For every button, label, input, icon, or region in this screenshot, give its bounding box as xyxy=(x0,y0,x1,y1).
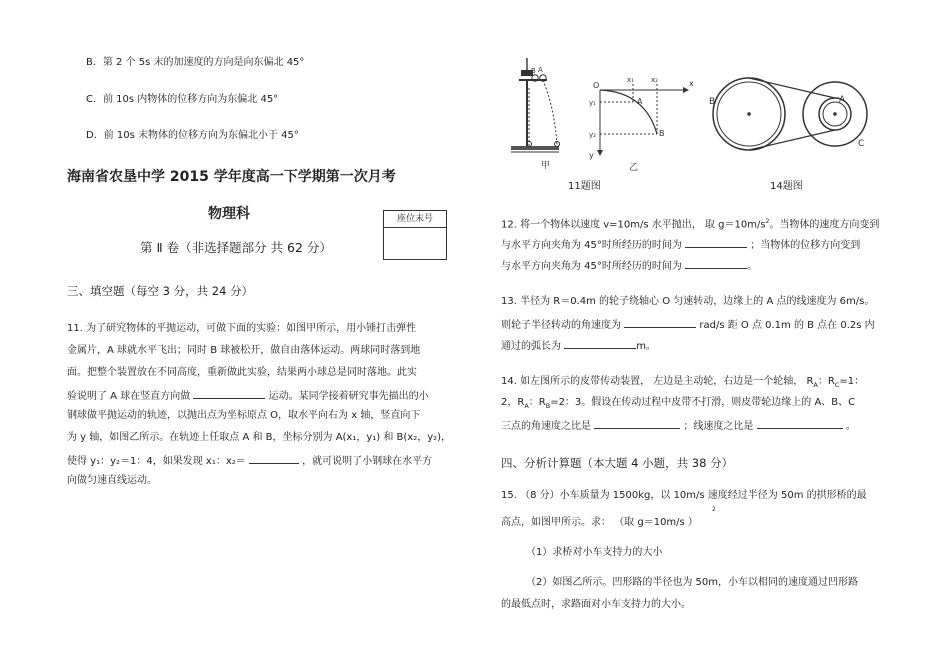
q14-line3 xyxy=(501,418,856,434)
fig14-label-c: C xyxy=(858,139,865,149)
fig11-label-a-apparatus: A xyxy=(538,66,543,74)
figure-11-caption: 11题图 xyxy=(568,181,601,192)
q14-blank-angular-ratio[interactable] xyxy=(594,418,680,429)
q15-line1: 15. （8 分）小车质量为 1500kg，以 10m/s 速度经过半径为 50m 的拱形桥的最 xyxy=(501,490,867,501)
q11-line3: 面。把整个装置放在不同高度，重新做此实验，结果两小球总是同时落地。此实 xyxy=(67,367,417,378)
q13-line3-text-b: m。 xyxy=(636,341,656,352)
q11-line6: 为 y 轴，如图乙所示。在轨迹上任取点 A 和 B，坐标分别为 A(x₁，y₁) 和 B(x₂，y₂)， xyxy=(67,432,452,443)
section3-heading: 三、填空题（每空 3 分，共 24 分） xyxy=(67,284,254,298)
q12-blank-displacement-time[interactable] xyxy=(685,258,747,269)
q14-line3-text-b: ；线速度之比是 xyxy=(683,421,754,432)
fig11-label-left: 甲 xyxy=(541,161,551,171)
q12-line2-text-a: 与水平方向夹角为 45°时所经历的时间为 xyxy=(501,240,682,251)
school-title: 海南省农垦中学 2015 学年度高一下学期第一次月考 xyxy=(67,169,396,185)
q14-line1 xyxy=(501,375,864,392)
option-c: C．前 10s 内物体的位移方向为东偏北 45° xyxy=(86,94,279,105)
fig11-y-axis: y xyxy=(589,151,594,160)
q13-line3-text-a: 通过的弧长为 xyxy=(501,341,561,352)
q15-sub3: 的最低点时，求路面对小车支持力的大小。 xyxy=(501,599,691,610)
fig11-point-b: B xyxy=(659,129,665,138)
q14-blank-linear-ratio[interactable] xyxy=(757,418,843,429)
fig14-label-a: A xyxy=(839,95,846,105)
section4-heading: 四、分析计算题（本大题 4 小题，共 38 分） xyxy=(501,456,734,470)
q11-line8: 向做匀速直线运动。 xyxy=(67,475,157,486)
q12-line2-text-b: ；当物体的位移方向变到 xyxy=(750,240,861,251)
q13-line2-text-a: 则轮子半径转动的角速度为 xyxy=(501,320,621,331)
q11-blank-vertical-motion[interactable] xyxy=(193,388,265,399)
q11-line4-text-a: 验说明了 A 球在竖直方向做 xyxy=(67,391,191,402)
q12-line1-text-b: 。当物体的速度方向变到 xyxy=(769,219,880,231)
q14-line3-text-c: 。 xyxy=(845,421,856,432)
q12-line2 xyxy=(501,237,860,253)
q11-line5: 钢球做平抛运动的轨迹，以抛出点为坐标原点 O，取水平向右为 x 轴，竖直向下 xyxy=(67,410,421,421)
q14-line2-end: =2：3。假设在传动过程中皮带不打滑，则皮带轮边缘上的 A、B、C xyxy=(550,397,856,408)
q14-sub-a: A xyxy=(813,381,818,389)
figure-14-caption: 14题图 xyxy=(770,181,803,192)
q12-line3-text-a: 与水平方向夹角为 45°时所经历的时间为 xyxy=(501,261,682,272)
fig11-x1: x₁ xyxy=(627,76,634,84)
fig11-label-right: 乙 xyxy=(629,163,639,173)
q14-line2-mid: ：R xyxy=(528,397,546,408)
q15-line2: 高点，如图甲所示。求： （取 g＝10m/s ） xyxy=(501,517,698,528)
fig11-y2: y₂ xyxy=(589,131,596,139)
q14-line1-text: 14. 如左图所示的皮带传动装置， 左边是主动轮，右边是一个轮轴， R xyxy=(501,376,814,387)
q15-sub1: （1）求桥对小车支持力的大小 xyxy=(526,547,663,558)
q15-sub2: （2）如图乙所示。凹形路的半径也为 50m，小车以相同的速度通过凹形路 xyxy=(526,577,859,588)
q12-blank-velocity-time[interactable] xyxy=(685,237,747,248)
q13-line2 xyxy=(501,317,875,333)
q14-sub-c: C xyxy=(834,381,840,389)
fig11-x-axis: x xyxy=(689,79,694,88)
fig11-x2: x₂ xyxy=(651,76,658,84)
q11-line7-text-b: ，就可说明了小钢球在水平方 xyxy=(302,456,433,467)
fig14-label-b: B xyxy=(709,97,716,107)
q12-line3 xyxy=(501,258,757,274)
q12-line1-text-a: 12. 将一个物体以速度 v=10m/s 水平抛出， 取 g＝10m/s xyxy=(501,219,766,231)
q14-line2-start: 2，R xyxy=(501,397,525,408)
q13-line1: 13. 半径为 R＝0.4m 的轮子绕轴心 O 匀速转动，边缘上的 A 点的线速度为 6m/s。 xyxy=(501,296,875,307)
option-b: B．第 2 个 5s 末的加速度的方向是向东偏北 45° xyxy=(86,57,305,68)
q14-sub-b: B xyxy=(545,402,551,410)
q14-line2 xyxy=(501,396,855,413)
q14-line1-mid: ：R xyxy=(817,376,835,387)
option-d: D．前 10s 末物体的位移方向为东偏北小于 45° xyxy=(86,130,299,141)
seat-number-box xyxy=(383,210,447,260)
q11-line7 xyxy=(67,453,432,469)
q11-line4 xyxy=(67,388,429,404)
q11-line1: 11. 为了研究物体的平抛运动，可做下面的实验：如图甲所示，用小锤打击弹性 xyxy=(67,323,417,334)
q14-line3-text-a: 三点的角速度之比是 xyxy=(501,421,591,432)
fig11-origin: O xyxy=(593,81,600,90)
q12-line3-text-b: 。 xyxy=(747,261,758,272)
q13-line3 xyxy=(501,338,656,354)
q13-blank-angular-velocity[interactable] xyxy=(624,317,696,328)
q11-line2: 金属片，A 球就水平飞出；同时 B 球被松开，做自由落体运动。两球同时落到地 xyxy=(67,345,421,356)
q14-sub-a2: A xyxy=(524,402,529,410)
fig11-label-b-apparatus: B xyxy=(531,67,536,75)
fig11-point-a: A xyxy=(637,97,643,106)
volume-title: 第 Ⅱ 卷（非选择题部分 共 62 分） xyxy=(140,240,332,255)
seat-number-label: 座位末号 xyxy=(384,211,446,228)
figure-11-graph xyxy=(597,84,689,156)
q12-exponent: 2 xyxy=(765,218,770,225)
q11-line4-text-b: 运动。某同学接着研究事先描出的小 xyxy=(268,391,429,402)
q12-line1 xyxy=(501,215,879,232)
fig11-y1: y₁ xyxy=(589,99,596,107)
q13-blank-arc-length[interactable] xyxy=(564,338,636,349)
q15-exponent: 2 xyxy=(712,506,716,513)
q11-line7-text-a: 使得 y₁：y₂＝1：4，如果发现 x₁：x₂＝ xyxy=(67,456,246,467)
subject-title: 物理科 xyxy=(208,206,250,222)
q13-line2-text-b: rad/s 距 O 点 0.1m 的 B 点在 0.2s 内 xyxy=(699,320,875,331)
q11-blank-ratio[interactable] xyxy=(249,453,299,464)
figure-11 xyxy=(505,50,705,175)
q14-line1-end: =1： xyxy=(839,376,865,387)
figure-14 xyxy=(705,64,875,172)
